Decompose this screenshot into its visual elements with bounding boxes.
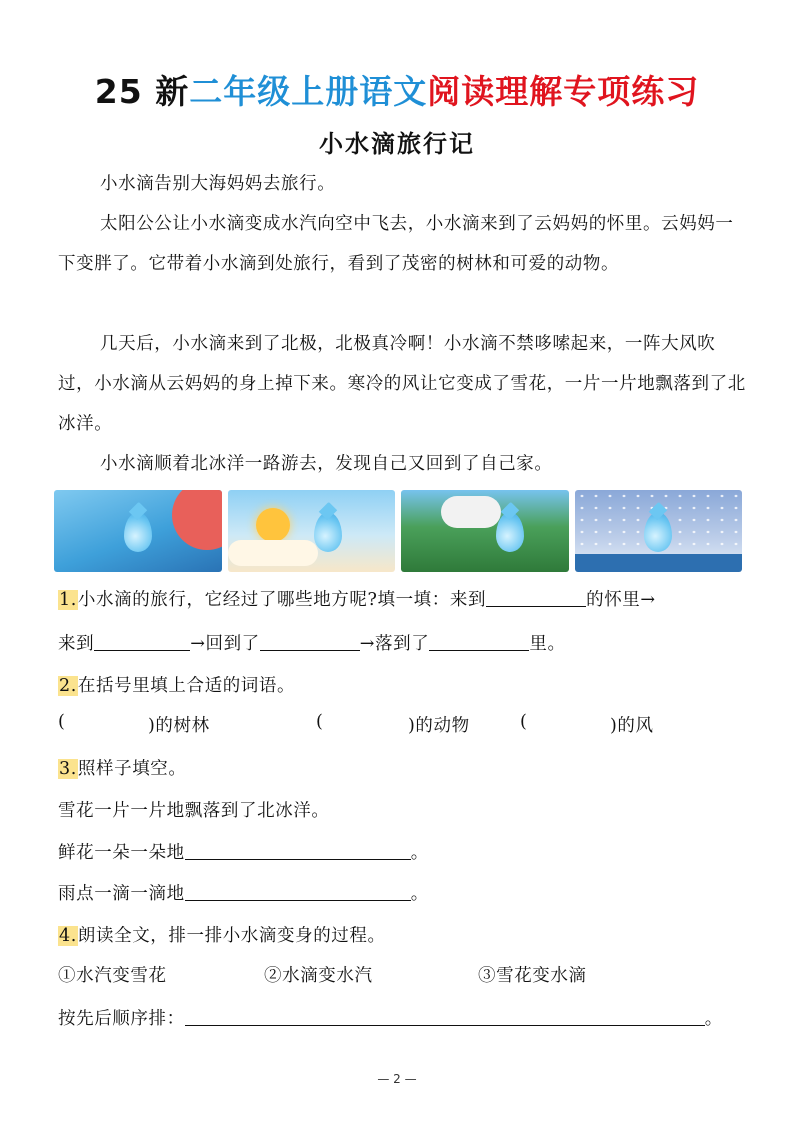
water-drop-icon [644,512,672,552]
question-number: 4. [59,926,77,946]
answer-wind[interactable]: )的风 [610,716,654,736]
answer-blank[interactable] [429,630,529,651]
answer-animals[interactable]: )的动物 [408,716,470,736]
period: 。 [410,843,429,863]
answer-blank[interactable] [260,630,360,651]
header-subject: 阅读理解专项练习 [427,72,700,111]
question-text: 照样子填空。 [77,759,187,779]
illustration-forest [401,490,569,572]
water-drop-icon [496,512,524,552]
header-prefix: 25 新 [94,72,190,111]
option-3: ③雪花变水滴 [478,966,587,986]
paragraph-3: 几天后，小水滴来到了北极，北极真冷啊！小水滴不禁哆嗦起来，一阵大风吹过，小水滴从云妈妈的身上掉下来。寒冷的风让它变成了雪花，一片一片地飘落到了北冰洋。 [58,334,746,434]
answer-blank[interactable] [486,586,586,607]
question-3-line-2 [58,880,429,905]
sun-icon [256,508,290,542]
question-4 [58,922,386,947]
order-label: 按先后顺序排： [58,1009,185,1029]
question-number: 1. [59,590,77,610]
answer-blank[interactable] [185,1005,705,1026]
period: 。 [704,1009,723,1029]
question-text: 里。 [529,634,566,654]
illustration-snow [575,490,743,572]
page-number: — 2 — [377,1072,417,1086]
answer-blank[interactable] [94,630,190,651]
question-1-line-1 [58,586,656,611]
question-text: →回到了 [190,634,260,654]
cloud-icon [441,496,501,528]
question-text: 来到 [58,634,95,654]
period: 。 [410,884,429,904]
question-number: 2. [59,676,77,696]
answer-blank[interactable] [185,880,411,901]
paren-open: ( [58,712,66,732]
illustration-sky [228,490,396,572]
question-text: 小水滴的旅行，它经过了哪些地方呢?填一填：来到 [77,590,487,610]
paren-open: ( [316,712,324,732]
illustration-strip [54,490,742,572]
paragraph-2: 太阳公公让小水滴变成水汽向空中飞去，小水滴来到了云妈妈的怀里。云妈妈一下变胖了。它带着小水滴到处旅行，看到了茂密的树林和可爱的动物。 [58,214,734,274]
water-drop-icon [314,512,342,552]
answer-blank[interactable] [185,839,411,860]
sun-icon [172,490,222,550]
paragraph-4: 小水滴顺着北冰洋一路游去，发现自己又回到了自己家。 [100,454,553,474]
option-2: ②水滴变水汽 [264,966,373,986]
question-text: 雨点一滴一滴地 [58,884,185,904]
answer-woods[interactable]: )的树林 [148,716,210,736]
paragraph-1: 小水滴告别大海妈妈去旅行。 [100,174,336,194]
question-text: 的怀里→ [586,590,656,610]
story-title: 小水滴旅行记 [319,129,475,158]
question-text: 鲜花一朵一朵地 [58,843,185,863]
question-3-example: 雪花一片一片地飘落到了北冰洋。 [58,801,330,821]
question-number: 3. [59,759,77,779]
question-4-options [58,962,748,986]
question-1-line-2 [58,630,566,655]
header-grade: 二年级上册语文 [189,72,428,111]
question-3-line-1 [58,839,429,864]
cloud-icon [228,540,318,566]
question-text: 朗读全文，排一排小水滴变身的过程。 [77,926,386,946]
illustration-sea [54,490,222,572]
question-3 [58,755,187,780]
page-header [0,66,794,113]
option-1: ①水汽变雪花 [58,966,167,986]
question-2 [58,672,295,697]
ocean-ice [575,554,743,572]
paren-open: ( [520,712,528,732]
question-text: 在括号里填上合适的词语。 [77,676,296,696]
question-text: →落到了 [359,634,430,654]
question-4-answer [58,1005,723,1030]
water-drop-icon [124,512,152,552]
